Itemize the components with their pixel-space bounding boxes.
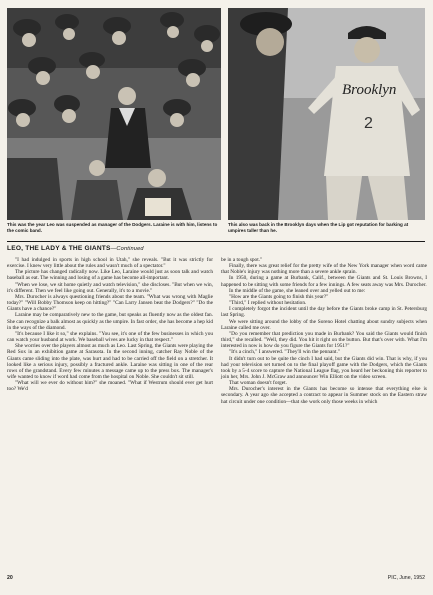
article-paragraph: It didn't turn out to be quite the cinch I had said, but the Giants did win. That is why, if you had your television set turned on to the final playoff game with the Dodgers, which the Giants took by a 5-4 score to capture the National League flag, you heard her beckoning this reporter to join her, Mrs. John J. McGraw and announcer Win Elliott on the video screen. [221,355,427,380]
caption-right: This also was back in the Brooklyn days when the Lip got reputation for barking at umpires taller than he. [228,222,409,233]
issue-label: PIC, June, 1952 [387,575,425,581]
article-paragraph: That woman doesn't forget. [229,380,287,387]
article-paragraph: "It's a cinch," I answered. "They'll win the pennant." [229,349,341,356]
article-paragraph: be in a tough spot." [221,257,263,263]
article-paragraph: "What will we ever do without him?" she moaned. "What if Westrum should ever get hurt too? We'd [7,380,213,393]
heading-continued: —Continued [110,246,144,252]
article-paragraph: In the middle of the game, she leaned over and yelled out to me: [229,287,366,294]
article-paragraph: She worries over the players almost as much as Leo. Last Spring, the Giants were playing the Red Sox in an exhibition game at Sarasota. In the second inning, catcher Ray Noble of the Giants came sliding into the plate, was hurt and had to be carried off the field on a stretcher. It looked like a serious injury, possibly a fractured ankle. Laraine was sitting in one of the rear rows of the grandstand. Every few minutes a message came up to the press box. The manager's wife wanted to know if word had come from the hospital on Noble. She couldn't sit still. [7,343,213,380]
article-paragraph: The picture has changed radically now. Like Leo, Laraine would just as soon talk and watch baseball as eat. The winning and losing of a game has become all-important. [7,269,213,282]
article-column-left [7,257,213,392]
article-paragraph: "I had indulged in sports in high school in Utah," she reveals. "But it was strictly for exercise. I knew very little about the rules and wasn't much of a spectator." [7,257,213,270]
article-paragraph: "Third," I replied without hesitation. [229,300,307,307]
article-paragraph: We were sitting around the lobby of the Soreno Hotel chatting about sundry subjects when Laraine called me over. [221,318,427,331]
caption-left: This was the year Leo was suspended as manager of the Dodgers. Laraine is with him, listens to the comic band. [7,222,218,233]
article-paragraph: "It's because I like it so," she explains. "You see, it's one of the few businesses in which you can watch your husband at work. We baseball wives are lucky in that respect." [7,330,213,344]
article-paragraph: "How are the Giants going to finish this year?" [229,293,329,300]
divider-rule [7,241,425,242]
article-paragraph: Mrs. Durocher's interest in the Giants has become so intense that everything else is secondary. A year ago she accepted a contract to appear in Summer stock on the Eastern straw hat circuit under one condition—that she work only those weeks in which [221,386,427,405]
article-paragraph: I completely forgot the incident until the day before the Giants broke camp in St. Petersburg last Spring. [221,306,427,319]
article-paragraph: Finally, there was great relief for the pretty wife of the New York manager when word came that Noble's injury was nothing more than a severe ankle sprain. [221,263,427,276]
article-paragraph: "Do you remember that prediction you made in Burbank? You said the Giants would finish third," she recalled. "Well, they did. You hit it right on the button. But that's over with. What I'm interested in now is how do you figure the Giants for 1951?" [221,330,427,350]
svg-text:2: 2 [364,115,373,132]
article-paragraph: In 1950, during a game at Burbank, Calif., between the Giants and St. Louis Browns, I happened to be sitting with some friends for a few innings. A few seats away was Mrs. Durocher. [221,275,427,288]
heading-title: LEO, THE LADY & THE GIANTS [7,245,111,252]
article-paragraph: "When we lose, we sit home quietly and watch television," she discloses. "But when we win, it's different. Then we feel like going out. Generally, it's to a movie." [7,281,213,294]
article-column-right [221,257,427,405]
article-paragraph: Mrs. Durocher is always questioning friends about the team. "What was wrong with Maglie today?" "Will Bobby Thomson keep on hitting?" "Can Larry Jansen beat the Dodgers?" "Do the Giants have a chance?" [7,293,213,313]
svg-text:Brooklyn: Brooklyn [342,82,397,98]
page-number: 20 [7,575,13,581]
photo-crowd-stands [7,8,221,220]
photo-durocher-field [228,8,425,220]
article-paragraph: Laraine may be comparatively new to the game, but speaks as fluently now as the oldest fan. She can recognize a balk almost as quickly as the umpire. In fast order, she has become a hep kid in the ways of the diamond. [7,312,213,331]
article-heading [7,245,144,252]
